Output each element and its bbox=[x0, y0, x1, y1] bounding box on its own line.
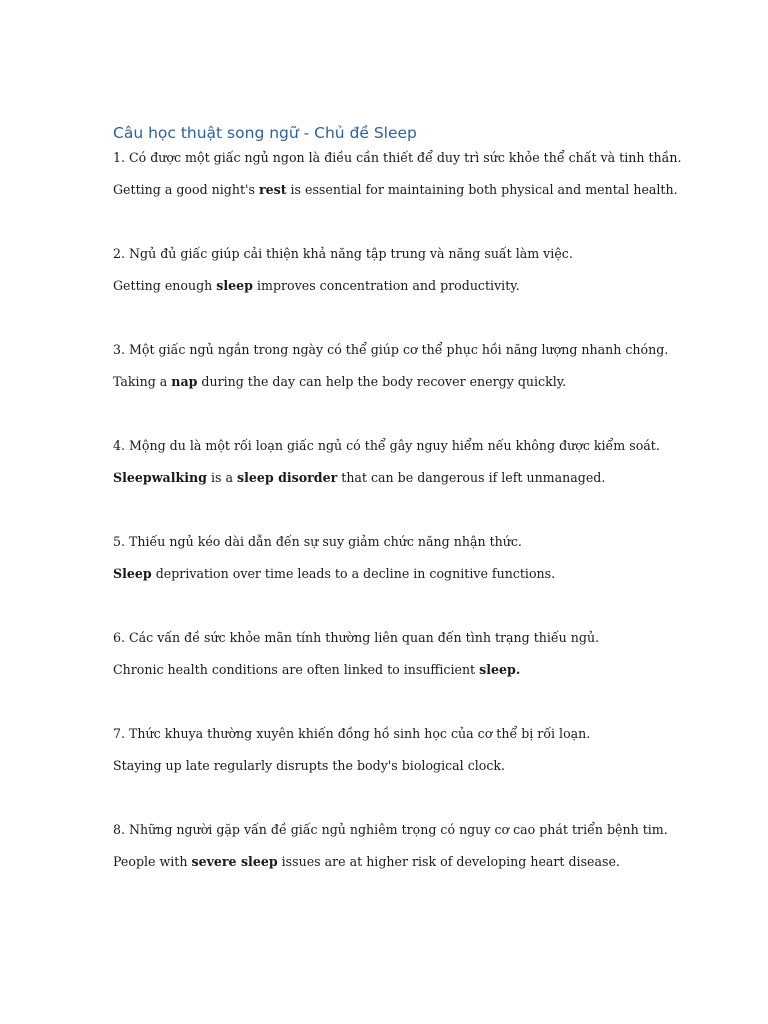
keyword: Sleep bbox=[113, 566, 152, 581]
sentence-4-vi: 4. Mộng du là một rối loạn giấc ngủ có thể gây nguy hiểm nếu không được kiểm soát. bbox=[113, 438, 660, 453]
keyword: rest bbox=[258, 182, 287, 197]
sentence-4-en: Sleepwalking is a sleep disorder that can be dangerous if left unmanaged. bbox=[113, 470, 606, 485]
sentence-6-en: Chronic health conditions are often linked to insufficient sleep. bbox=[113, 662, 521, 677]
sentence-5-vi: 5. Thiếu ngủ kéo dài dẫn đến sự suy giảm chức năng nhận thức. bbox=[113, 534, 522, 549]
sentence-8-vi: 8. Những người gặp vấn đề giấc ngủ nghiêm trọng có nguy cơ cao phát triển bệnh tim. bbox=[113, 822, 668, 837]
keyword: nap bbox=[171, 374, 198, 389]
sentence-7-vi: 7. Thức khuya thường xuyên khiến đồng hồ sinh học của cơ thể bị rối loạn. bbox=[113, 726, 591, 741]
sentence-2-en: Getting enough sleep improves concentration and productivity. bbox=[113, 278, 520, 293]
keyword: sleep bbox=[216, 278, 253, 293]
sentence-2-vi: 2. Ngủ đủ giấc giúp cải thiện khả năng tập trung và năng suất làm việc. bbox=[113, 246, 573, 261]
sentence-3-vi: 3. Một giấc ngủ ngắn trong ngày có thể giúp cơ thể phục hồi năng lượng nhanh chóng. bbox=[113, 342, 669, 357]
sentence-5-en: Sleep deprivation over time leads to a decline in cognitive functions. bbox=[113, 566, 556, 581]
keyword: severe sleep bbox=[191, 854, 278, 869]
sentence-1-en: Getting a good night's rest is essential for maintaining both physical and mental health. bbox=[113, 182, 678, 197]
sentence-1-vi: 1. Có được một giấc ngủ ngon là điều cần thiết để duy trì sức khỏe thể chất và tinh thần. bbox=[113, 150, 682, 165]
sentence-3-en: Taking a nap during the day can help the body recover energy quickly. bbox=[113, 374, 567, 389]
keyword: sleep. bbox=[479, 662, 521, 677]
sentence-6-vi: 6. Các vấn đề sức khỏe mãn tính thường liên quan đến tình trạng thiếu ngủ. bbox=[113, 630, 600, 645]
document-title: Câu học thuật song ngữ - Chủ đề Sleep bbox=[113, 124, 417, 142]
sentence-7-en: Staying up late regularly disrupts the body's biological clock. bbox=[113, 758, 506, 773]
keyword: sleep disorder bbox=[236, 470, 338, 485]
keyword: Sleepwalking bbox=[113, 470, 207, 485]
sentence-8-en: People with severe sleep issues are at higher risk of developing heart disease. bbox=[113, 854, 620, 869]
